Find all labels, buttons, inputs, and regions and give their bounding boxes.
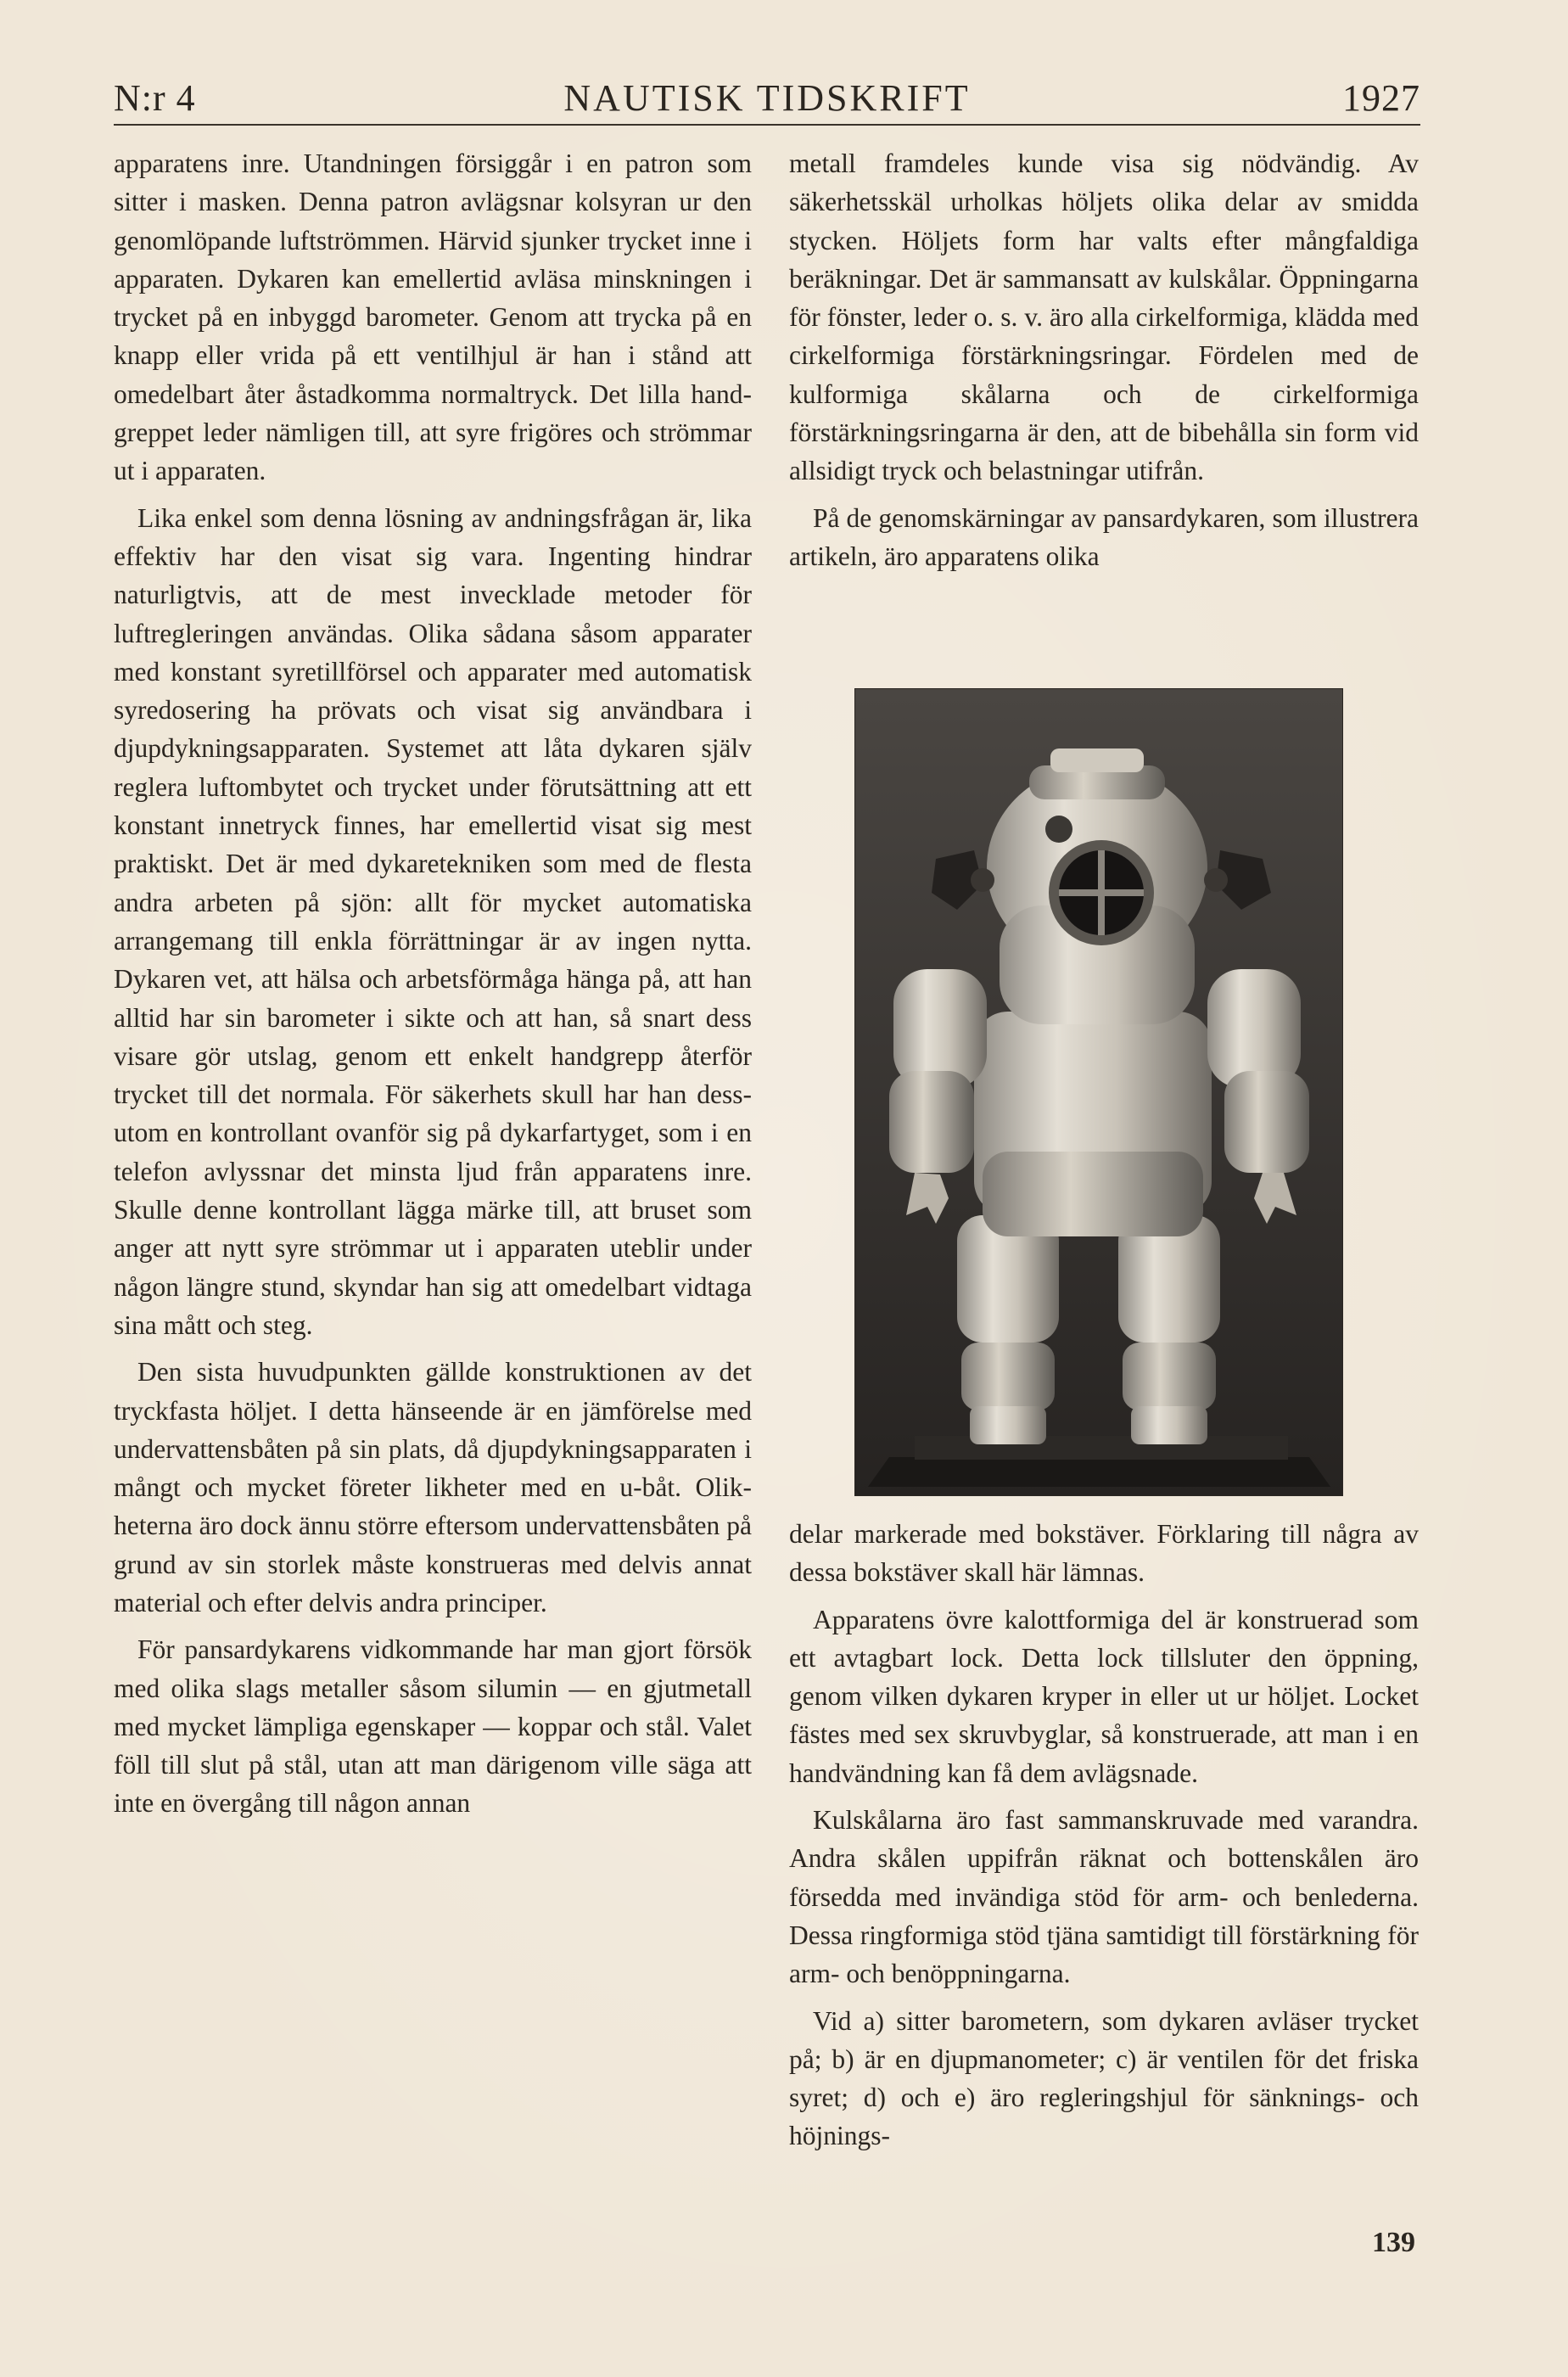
paragraph: delar markerade med bokstäver. Förklaring till några av dessa bokstäver skall här lämnas. — [789, 1519, 1419, 1588]
armored-diving-suit-illustration — [855, 689, 1342, 1495]
paragraph: apparatens inre. Utandningen försiggår i en patron som sitter i masken. Denna patron avlägsnar kolsyran ur den genomlöpande luftströmmen. Härvid sjunker trycket inne i apparaten. Dykaren kan emellertid avläsa minskningen i trycket på en inbyggd barometer. Genom att trycka på en knapp eller vrida på ett ventilhjul är han i stånd att omedelbart åter åstadkomma normaltryck. Det lilla handgreppet leder nämligen till, att syre frigöres och strömmar ut i apparaten. — [114, 149, 752, 486]
paragraph: Den sista huvudpunkten gällde konstruktionen av det tryckfasta höljet. I detta hänseende är en jämförelse med undervattensbåten på sin plats, då djupdykningsapparaten i mångt och mycket företer likheter med en u-båt. Olikheterna äro dock ännu större eftersom undervattensbåten på grund av sin storlek måste konstrueras med delvis annat material och efter delvis andra principer. — [114, 1357, 752, 1617]
paragraph: Apparatens övre kalottformiga del är konstruerad som ett avtagbart lock. Detta lock tillsluter den öppning, genom vilken dykaren kryper in eller ut ur höljet. Locket fästes med sex skruvbyglar, så konstruerade, att man i en handvändning kan få dem avlägsnade. — [789, 1604, 1419, 1788]
page-number: 139 — [1372, 2227, 1415, 2258]
page-header — [114, 76, 1420, 127]
right-column-top — [789, 144, 1419, 575]
paragraph: Vid a) sitter barometern, som dykaren avläser trycket på; b) är en djupmanometer; c) är ventilen för det friska syret; d) och e) äro regleringshjul för sänknings- och höjnings- — [789, 2005, 1419, 2151]
issue-number: N:r 4 — [114, 77, 196, 119]
paragraph: På de genomskärningar av pansardykaren, som illustrera artikeln, äro apparatens olika — [789, 502, 1419, 571]
publication-year: 1927 — [1342, 77, 1420, 119]
journal-title: NAUTISK TIDSKRIFT — [563, 77, 971, 119]
left-column — [114, 144, 752, 1823]
diving-suit-photo — [855, 689, 1342, 1495]
paragraph: metall framdeles kunde visa sig nödvändig. Av säkerhetsskäl urholkas höljets olika delar av smidda stycken. Höljets form har valts efter mångfaldiga beräkningar. Det är sammansatt av kulskålar. Öppningarna för fönster, leder o. s. v. äro alla cirkelformiga, klädda med cirkelformiga förstärkningsringar. Fördelen med de kulformiga skålarna och de cirkelformiga förstärkningsringarna är den, att de bibehålla sin form vid allsidigt tryck och belastningar utifrån. — [789, 149, 1419, 486]
paragraph: För pansardykarens vidkommande har man gjort försök med olika slags metaller såsom silumin — en gjutmetall med mycket lämpliga egenskaper — koppar och stål. Valet föll till slut på stål, utan att man därigenom ville säga att inte en övergång till någon annan — [114, 1634, 752, 1819]
header-rule — [114, 124, 1420, 126]
right-column-bottom — [789, 1515, 1419, 2156]
paragraph: Kulskålarna äro fast sammanskruvade med varandra. Andra skålen uppifrån räknat och bottenskålen äro försedda med invändiga stöd för arm- och benlederna. Dessa ringformiga stöd tjäna samtidigt till förstärkning för arm- och benöppningarna. — [789, 1805, 1419, 1989]
paragraph: Lika enkel som denna lösning av andningsfrågan är, lika effektiv har den visat sig vara. Ingenting hindrar naturligtvis, att de mest invecklade metoder för luftregleringen användas. Olika sådana såsom apparater med konstant syretillförsel och apparater med automatisk syredosering ha prövats och visat sig användbara i djupdykningsapparaten. Systemet att låta dykaren själv reglera luftombytet och trycket under förutsättning att ett konstant innetryck finnes, har emellertid visat sig mest praktiskt. Det är med dykaretekniken som med de flesta andra arbeten på sjön: allt för mycket automatiska arrangemang till enkla förrättningar är av ingen nytta. Dykaren vet, att hälsa och arbetsförmåga hänga på, att han alltid har sin barometer i sikte och att han, så snart dess visare gör utslag, genom ett enkelt handgrepp återför trycket till det normala. För säkerhets skull har han dessutom en kontrollant ovanför sig på dykarfartyget, som i en telefon avlyssnar det minsta ljud från apparatens inre. Skulle denne kontrollant lägga märke till, att bruset som anger att nytt syre strömmar ut i apparaten uteblir under någon längre stund, skyndar han sig att omedelbart vidtaga sina mått och steg. — [114, 502, 752, 1340]
